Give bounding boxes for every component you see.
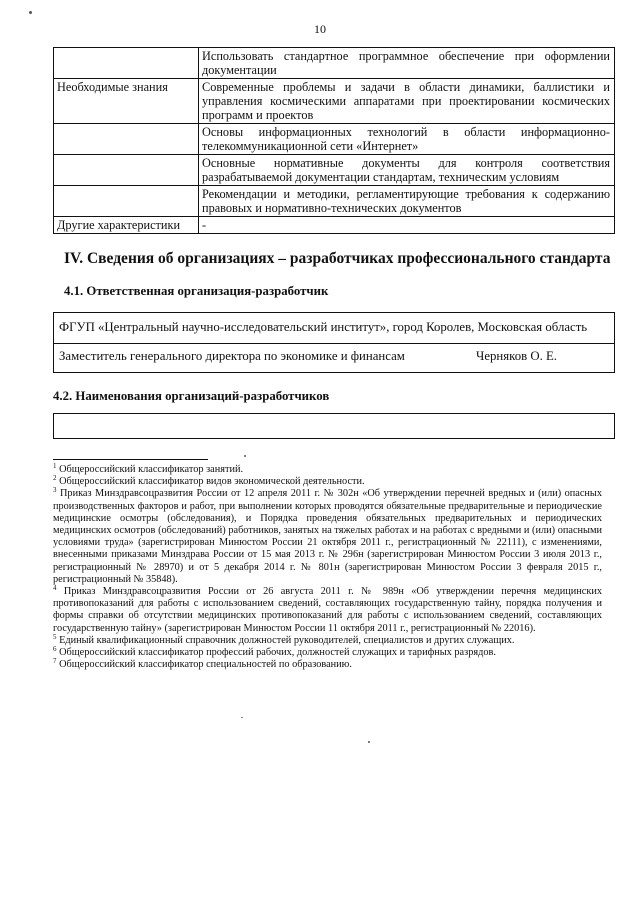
page-number: 10 — [314, 22, 326, 36]
developer-organizations-box — [53, 413, 615, 439]
requirements-table — [53, 47, 615, 234]
section-title: IV. Сведения об организациях – разработчиках профессионального стандарта — [64, 250, 611, 267]
footnote — [53, 647, 602, 659]
row-label — [54, 124, 199, 155]
row-text: Основные нормативные документы для контроля соответствия разрабатываемой документации стандартам, техническим условиям — [199, 155, 615, 186]
row-label — [54, 186, 199, 217]
footnote-number: 5 — [53, 632, 57, 641]
footnote-number: 2 — [53, 474, 57, 483]
footnote-number: 1 — [53, 462, 57, 470]
footnote — [53, 488, 602, 586]
row-label: Другие характеристики — [54, 217, 199, 234]
footnote — [53, 586, 602, 635]
signatory-position: Заместитель генерального директора по экономике и финансам — [59, 349, 405, 363]
row-text: Использовать стандартное программное обеспечение при оформлении документации — [199, 48, 615, 79]
table-row — [54, 48, 615, 79]
scan-speck — [244, 455, 246, 457]
footnote-text: Единый квалификационный справочник должностей руководителей, специалистов и других служащих. — [59, 634, 515, 646]
row-label — [54, 48, 199, 79]
footnote — [53, 464, 602, 476]
table-row — [54, 155, 615, 186]
footnote-text: Общероссийский классификатор видов экономической деятельности. — [59, 476, 365, 488]
footnotes — [53, 464, 602, 671]
subsection-title-developer-orgs: 4.2. Наименования организаций-разработчиков — [53, 389, 330, 403]
table-row — [54, 186, 615, 217]
row-text: - — [199, 217, 615, 234]
signatory-box — [53, 342, 615, 373]
scan-speck — [241, 717, 243, 718]
row-text: Основы информационных технологий в области информационно-телекоммуникационной сети «Интернет» — [199, 124, 615, 155]
footnote-text: Общероссийский классификатор профессий рабочих, должностей служащих и тарифных разрядов. — [59, 647, 496, 659]
row-label: Необходимые знания — [54, 79, 199, 124]
responsible-organization-box — [53, 312, 615, 344]
table-row — [54, 124, 615, 155]
footnote-text: Общероссийский классификатор занятий. — [59, 464, 244, 475]
scan-speck — [368, 741, 370, 743]
subsection-title-responsible-org: 4.1. Ответственная организация-разработчик — [64, 284, 329, 298]
footnote — [53, 632, 602, 647]
row-text: Рекомендации и методики, регламентирующие требования к содержанию правовых и нормативно-технических документов — [199, 186, 615, 217]
footnote-number: 3 — [53, 486, 57, 495]
footnote-number: 6 — [53, 645, 57, 654]
footnote-text: Приказ Минздравсоцразвития России от 26 августа 2011 г. № 989н «Об утверждении перечня медицинских противопоказаний для работы с использованием сведений, составляющих государственную тайну, порядка получения и формы справки об отсутствии медицинских противопоказаний для работы с использованием сведений, составляющих государственную тайну» (зарегистрирован Минюстом России 11 октября 2011 г., регистрационный № 22016). — [53, 586, 602, 634]
organization-name: ФГУП «Центральный научно-исследовательский институт», город Королев, Московская область — [59, 320, 588, 334]
footnote-text: Приказ Минздравсоцразвития России от 12 апреля 2011 г. № 302н «Об утверждении перечней вредных и (или) опасных производственных факторов и работ, при выполнении которых проводятся обязательные предварительные и периодические медицинские осмотры (обследования), и Порядка проведения обязательных предварительных и периодических медицинских осмотров (обследований) работников, занятых на тяжелых работах и на работах с вредными и (или) опасными условиями труда» (зарегистрирован Минюстом России 21 октября 2011 г., регистрационный № 22111), с изменениями, внесенными приказами Минздрава России от 15 мая 2013 г. № 296н (зарегистрирован Минюстом России 3 июля 2013 г., регистрационный № 28970) и от 5 декабря 2014 г. № 801н (зарегистрирован Минюстом России 3 февраля 2015 г., регистрационный № 35848). — [53, 488, 602, 585]
footnote-divider — [53, 459, 208, 460]
scan-speck — [29, 11, 32, 14]
row-label — [54, 155, 199, 186]
footnote — [53, 476, 602, 488]
footnote-number: 4 — [53, 584, 57, 593]
table-row — [54, 79, 615, 124]
row-text: Современные проблемы и задачи в области динамики, баллистики и управления космическими аппаратами при проектировании космических программ и проектов — [199, 79, 615, 124]
footnote-text: Общероссийский классификатор специальностей по образованию. — [59, 659, 352, 671]
footnote — [53, 659, 602, 671]
signatory-name: Черняков О. Е. — [476, 349, 557, 363]
table-row — [54, 217, 615, 234]
footnote-number: 7 — [53, 657, 57, 666]
